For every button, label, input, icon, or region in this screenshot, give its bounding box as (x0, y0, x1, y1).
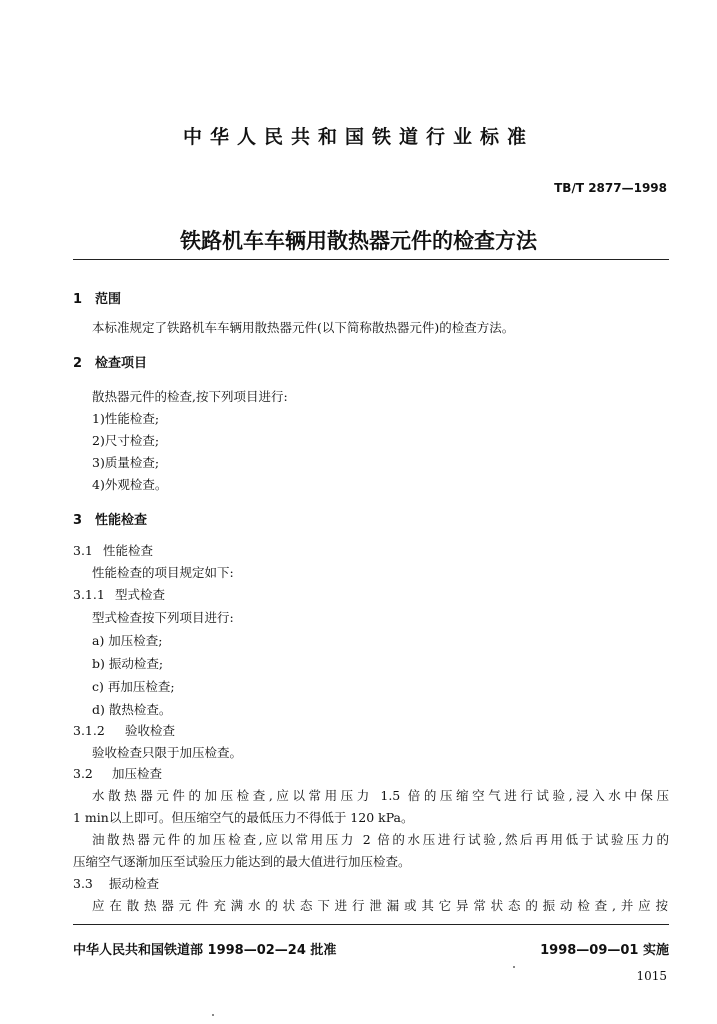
subsection-title: 型式检查 (115, 587, 166, 602)
subsection-3-1-text: 性能检查的项目规定如下: (92, 565, 234, 580)
subsection-title: 振动检查 (109, 876, 160, 891)
subsection-3-1-heading (73, 541, 153, 559)
section-2-heading (73, 352, 147, 371)
approval-statement: 中华人民共和国铁道部 1998—02—24 批准 (73, 943, 337, 958)
list-item: 1)性能检查; (92, 411, 160, 426)
subsection-title: 验收检查 (125, 723, 176, 738)
subsection-number: 3.1 (73, 543, 93, 558)
section-number: 1 (73, 292, 83, 307)
title-rule (73, 259, 669, 260)
section-1-heading (73, 288, 121, 307)
subsection-3-2-heading (73, 764, 162, 782)
list-item: d) 散热检查。 (92, 702, 172, 717)
paragraph-3-3-line-1: 应在散热器元件充满水的状态下进行泄漏或其它异常状态的振动检查,并应按 (92, 898, 669, 913)
paragraph-3-2-1-line-2: 1 min以上即可。但压缩空气的最低压力不得低于 120 kPa。 (73, 810, 414, 825)
section-number: 2 (73, 356, 83, 371)
subsection-number: 3.3 (73, 876, 93, 891)
list-item: c) 再加压检查; (92, 679, 175, 694)
scan-speck (513, 966, 515, 968)
subsection-number: 3.1.2 (73, 723, 105, 738)
section-title: 检查项目 (95, 356, 148, 371)
section-title: 范围 (95, 292, 122, 307)
section-3-heading (73, 509, 147, 528)
effective-date: 1998—09—01 实施 (540, 943, 669, 958)
page-number: 1015 (636, 969, 667, 983)
standard-code: TB/T 2877—1998 (554, 181, 667, 195)
subsection-3-3-heading (73, 874, 159, 892)
subsection-3-1-1-heading (73, 585, 165, 603)
section-number: 3 (73, 513, 83, 528)
paragraph-3-2-2-line-1: 油散热器元件的加压检查,应以常用压力 2 倍的水压进行试验,然后再用低于试验压力的 (92, 832, 669, 847)
document-title: 铁路机车车辆用散热器元件的检查方法 (180, 229, 537, 253)
subsection-title: 加压检查 (112, 766, 163, 781)
footer-rule (73, 924, 669, 925)
list-item: 4)外观检查。 (92, 477, 168, 492)
subsection-number: 3.2 (73, 766, 93, 781)
subsection-3-1-2-text: 验收检查只限于加压检查。 (92, 745, 243, 760)
scan-speck (212, 1014, 214, 1016)
list-item: b) 振动检查; (92, 656, 164, 671)
paragraph-3-2-1-line-1: 水散热器元件的加压检查,应以常用压力 1.5 倍的压缩空气进行试验,浸入水中保压 (92, 788, 669, 803)
list-item: 2)尺寸检查; (92, 433, 160, 448)
standard-name: 中华人民共和国铁道行业标准 (182, 126, 534, 148)
paragraph-3-2-2-line-2: 压缩空气逐渐加压至试验压力能达到的最大值进行加压检查。 (73, 854, 411, 869)
list-item: 3)质量检查; (92, 455, 160, 470)
section-2-intro: 散热器元件的检查,按下列项目进行: (92, 389, 288, 404)
list-item: a) 加压检查; (92, 633, 163, 648)
subsection-3-1-1-intro: 型式检查按下列项目进行: (92, 610, 234, 625)
subsection-title: 性能检查 (103, 543, 154, 558)
subsection-3-1-2-heading (73, 721, 175, 739)
subsection-number: 3.1.1 (73, 587, 105, 602)
section-title: 性能检查 (95, 513, 148, 528)
section-1-text: 本标准规定了铁路机车车辆用散热器元件(以下简称散热器元件)的检查方法。 (92, 320, 515, 335)
